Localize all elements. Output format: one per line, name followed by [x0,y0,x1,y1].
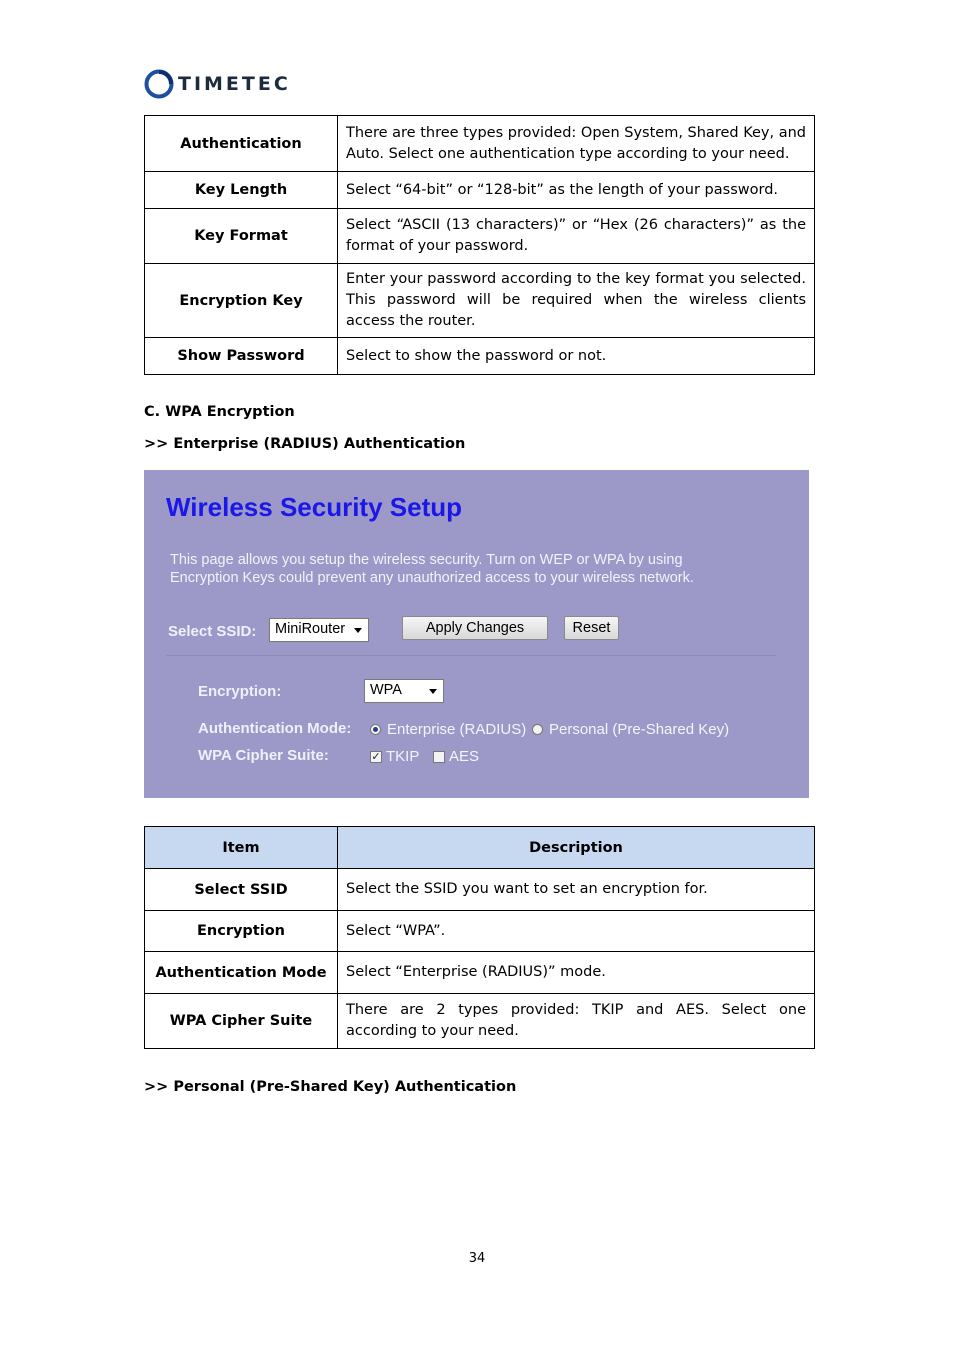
brand-logo [144,68,291,100]
table-row [145,952,815,994]
radio-selected-icon [370,724,381,735]
cipher-suite-label: WPA Cipher Suite: [198,747,329,764]
encryption-select-value: WPA [370,682,402,698]
encryption-select[interactable] [364,679,444,703]
table-row [145,911,815,952]
wep-settings-table [144,115,815,375]
cipher-aes-checkbox[interactable] [433,748,479,765]
timetec-logo-icon [144,69,174,99]
wireless-security-screenshot [144,470,809,798]
reset-button[interactable]: Reset [564,616,619,640]
page-description: This page allows you setup the wireless security. Turn on WEP or WPA by using Encryption Keys could prevent any unauthorized access to your wireless network. [170,552,694,586]
column-header-item: Item [145,827,338,869]
apply-changes-button[interactable]: Apply Changes [402,616,548,640]
table-row [145,116,815,172]
cipher-tkip-checkbox[interactable] [370,748,419,765]
auth-mode-enterprise-radio[interactable] [370,721,526,738]
row-key: Show Password [145,338,338,375]
ssid-select-value: MiniRouter [275,621,346,637]
row-value: Select to show the password or not. [338,338,815,375]
wpa-enterprise-table [144,826,815,1049]
table-row [145,994,815,1049]
table-row [145,209,815,264]
chevron-down-icon [354,628,362,633]
row-key: Encryption Key [145,264,338,338]
auth-mode-label: Authentication Mode: [198,720,352,737]
row-key: Key Format [145,209,338,264]
column-header-description: Description [338,827,815,869]
section-heading: >> Personal (Pre-Shared Key) Authentication [144,1079,517,1095]
row-value: Select “ASCII (13 characters)” or “Hex (26 characters)” as the format of your password. [338,209,815,264]
divider [166,655,776,656]
section-heading: C. WPA Encryption [144,404,295,420]
radio-unselected-icon [532,724,543,735]
table-row [145,338,815,375]
select-ssid-label: Select SSID: [168,623,257,640]
checkbox-unchecked-icon [433,751,445,763]
row-key: Select SSID [145,869,338,911]
row-key: Authentication [145,116,338,172]
auth-mode-option-label: Enterprise (RADIUS) [387,721,527,738]
row-key: Authentication Mode [145,952,338,994]
page-number: 34 [468,1251,486,1266]
ssid-select[interactable] [269,618,369,642]
row-key: WPA Cipher Suite [145,994,338,1049]
section-subheading: >> Enterprise (RADIUS) Authentication [144,436,466,452]
row-value: Enter your password according to the key format you selected. This password will be required when the wireless clients access the router. [338,264,815,338]
checkbox-checked-icon: ✓ [371,750,381,763]
row-key: Encryption [145,911,338,952]
brand-name: TIMETEC [178,73,291,95]
row-value: Select the SSID you want to set an encryption for. [338,869,815,911]
row-value: Select “64-bit” or “128-bit” as the length of your password. [338,172,815,209]
cipher-option-label: TKIP [386,748,420,765]
row-value: There are three types provided: Open System, Shared Key, and Auto. Select one authentication type according to your need. [338,116,815,172]
row-value: Select “WPA”. [338,911,815,952]
page-title: Wireless Security Setup [166,492,462,522]
row-value: Select “Enterprise (RADIUS)” mode. [338,952,815,994]
table-row [145,172,815,209]
table-row [145,264,815,338]
auth-mode-personal-radio[interactable] [532,721,729,738]
table-row [145,869,815,911]
row-key: Key Length [145,172,338,209]
encryption-label: Encryption: [198,683,282,700]
table-header-row [145,827,815,869]
cipher-option-label: AES [449,748,480,765]
row-value: There are 2 types provided: TKIP and AES. Select one according to your need. [338,994,815,1049]
chevron-down-icon [429,689,437,694]
auth-mode-option-label: Personal (Pre-Shared Key) [549,721,730,738]
